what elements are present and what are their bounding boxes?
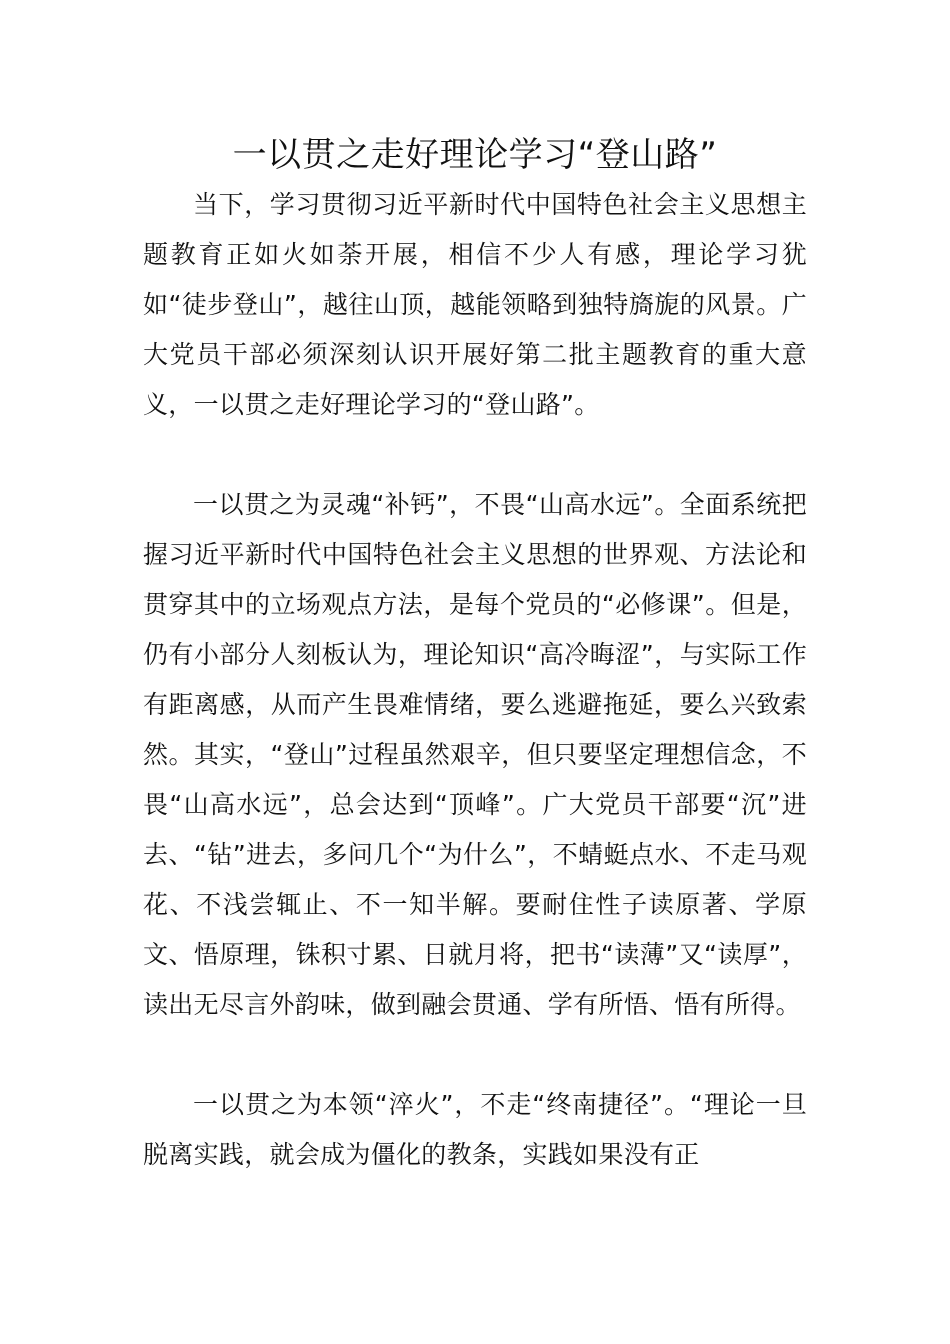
- paragraph-spacer: [143, 1030, 807, 1080]
- document-page: [143, 130, 807, 1180]
- document-title: 一以贯之走好理论学习“登山路”: [232, 135, 718, 175]
- paragraph-skill-quench: 一以贯之为本领“淬火”，不走“终南捷径”。“理论一旦脱离实践，就会成为僵化的教条，实践如果没有正: [143, 1090, 807, 1169]
- paragraph-spacer: [143, 430, 807, 480]
- paragraph-intro: 当下，学习贯彻习近平新时代中国特色社会主义思想主题教育正如火如荼开展，相信不少人有感，理论学习犹如“徒步登山”，越往山顶，越能领略到独特旖旎的风景。广大党员干部必须深刻认识开展好第二批主题教育的重大意义，一以贯之走好理论学习的“登山路”。: [143, 190, 807, 419]
- paragraph-soul-calcium: 一以贯之为灵魂“补钙”，不畏“山高水远”。全面系统把握习近平新时代中国特色社会主义思想的世界观、方法论和贯穿其中的立场观点方法，是每个党员的“必修课”。但是，仍有小部分人刻板认为，理论知识“高冷晦涩”，与实际工作有距离感，从而产生畏难情绪，要么逃避拖延，要么兴致索然。其实，“登山”过程虽然艰辛，但只要坚定理想信念，不畏“山高水远”，总会达到“顶峰”。广大党员干部要“沉”进去、“钻”进去，多问几个“为什么”，不蜻蜓点水、不走马观花、不浅尝辄止、不一知半解。要耐住性子读原著、学原文、悟原理，铢积寸累、日就月将，把书“读薄”又“读厚”，读出无尽言外韵味，做到融会贯通、学有所悟、悟有所得。: [143, 490, 807, 1019]
